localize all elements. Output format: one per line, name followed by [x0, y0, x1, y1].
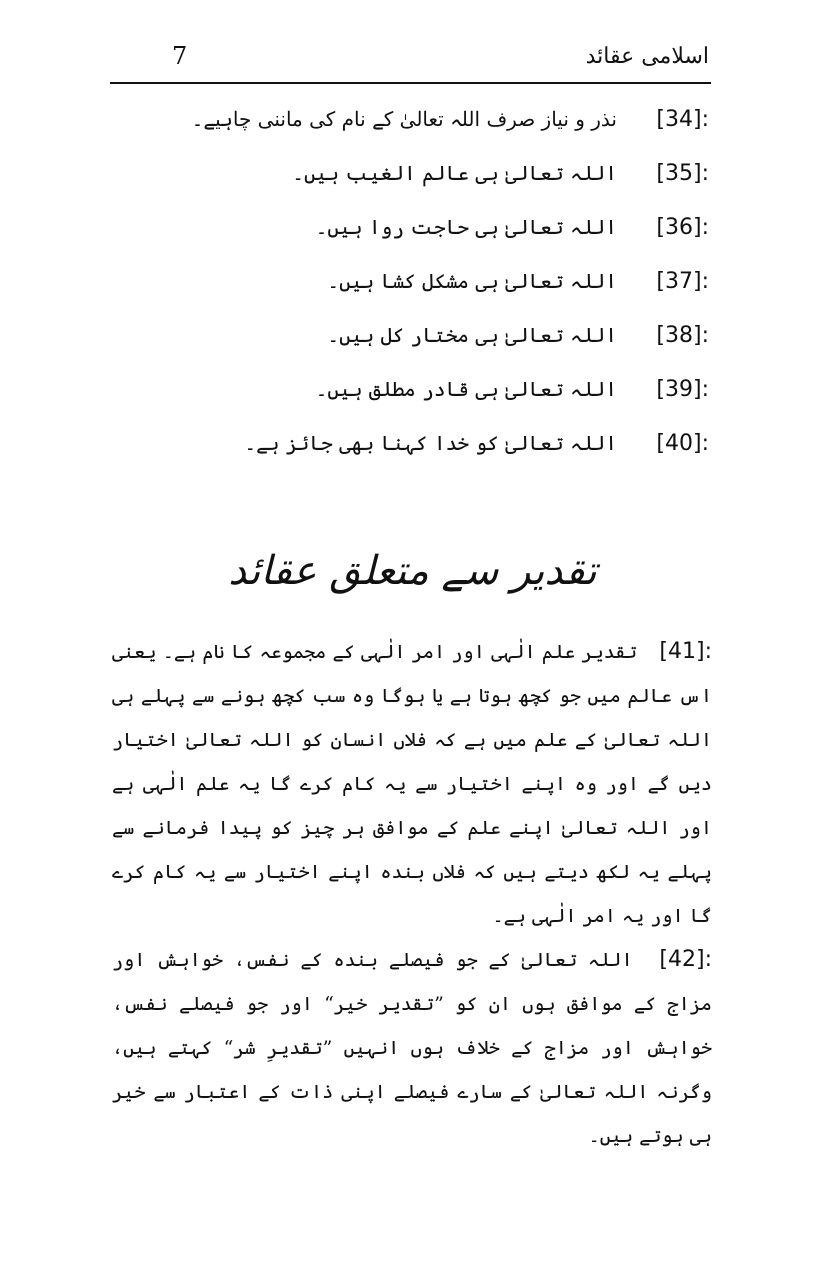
list-item-number: [40]:	[656, 430, 709, 456]
list-item-text: اللہ تعالیٰ ہی قادر مطلق ہیں۔	[315, 377, 617, 401]
list-item-text: نذر و نیاز صرف اللہ تعالیٰ کے نام کی ماننی چاہیے۔	[191, 107, 617, 131]
list-item-number: [34]:	[656, 106, 709, 132]
paragraph-number: [41]:	[659, 639, 712, 664]
paragraph-number: [42]:	[659, 947, 712, 972]
list-item-number: [38]:	[656, 322, 709, 348]
list-item-text: اللہ تعالیٰ ہی عالم الغیب ہیں۔	[292, 161, 617, 185]
list-item	[229, 254, 709, 308]
list-item-number: [35]:	[656, 160, 709, 186]
list-item-text: اللہ تعالیٰ کو خدا کہنا بھی جائز ہے۔	[244, 431, 617, 455]
list-item	[229, 146, 709, 200]
section-heading: تقدیر سے متعلق عقائد	[228, 548, 597, 594]
list-item-text: اللہ تعالیٰ ہی مختار کل ہیں۔	[327, 323, 617, 347]
list-item	[229, 362, 709, 416]
paragraph-text: اللہ تعالیٰ کے جو فیصلے بندہ کے نفس، خواہش اور مزاج کے موافق ہوں ان کو ”تقدیر خیر“ اور جو فیصلے نفس، خواہش اور مزاج کے خلاف ہوں انہیں ”تقدیرِ شر“ کہتے ہیں، وگرنہ اللہ تعالیٰ کے سارے فیصلے اپنی ذات کے اعتبار سے خیر ہی ہوتے ہیں۔	[112, 949, 712, 1147]
page-number: 7	[172, 42, 188, 70]
running-header-title: اسلامی عقائد	[585, 44, 709, 69]
list-item-number: [39]:	[656, 376, 709, 402]
list-item	[191, 92, 709, 146]
list-item	[229, 200, 709, 254]
paragraph	[112, 938, 712, 1158]
header-divider	[110, 82, 711, 84]
list-item	[229, 308, 709, 362]
list-item-text: اللہ تعالیٰ ہی مشکل کشا ہیں۔	[327, 269, 617, 293]
section-body	[112, 630, 712, 1158]
list-item-number: [37]:	[656, 268, 709, 294]
paragraph-text: تقدیر علم الٰہی اور امر الٰہی کے مجموعہ کا نام ہے۔ یعنی اس عالم میں جو کچھ ہوتا ہے یا ہوگا وہ سب کچھ ہونے سے پہلے ہی اللہ تعالیٰ کے علم میں ہے کہ فلاں انسان کو اللہ تعالیٰ اختیار دیں گے اور وہ اپنے اختیار سے یہ کام کرے گا یہ علم الٰہی ہے اور اللہ تعالیٰ اپنے علم کے موافق ہر چیز کو پیدا فرمانے سے پہلے یہ لکھ دیتے ہیں کہ فلاں بندہ اپنے اختیار سے یہ کام کرے گا اور یہ امر الٰہی ہے۔	[112, 641, 712, 927]
paragraph	[112, 630, 712, 938]
list-item	[229, 416, 709, 470]
list-item-number: [36]:	[656, 214, 709, 240]
numbered-list	[191, 92, 709, 470]
list-item-text: اللہ تعالیٰ ہی حاجت روا ہیں۔	[315, 215, 617, 239]
